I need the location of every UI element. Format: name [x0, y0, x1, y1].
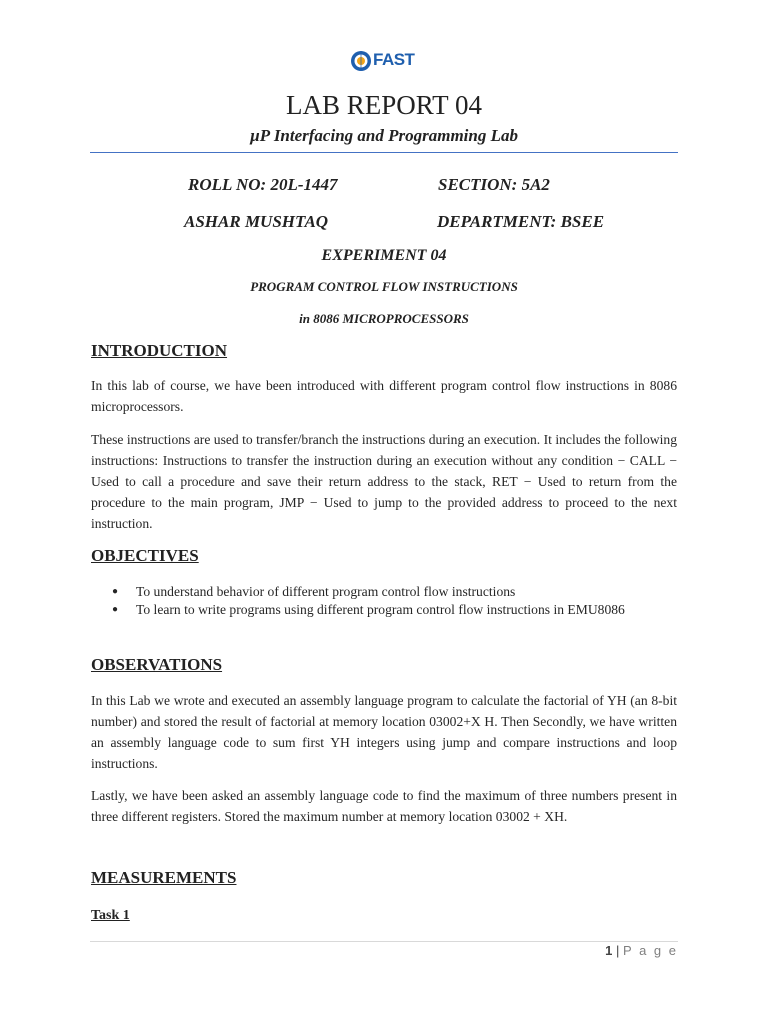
measurements-heading: MEASUREMENTS	[91, 868, 237, 887]
introduction-paragraph-1: In this lab of course, we have been introduced with different program control flow instructions in 8086 microprocessors.	[91, 378, 677, 414]
introduction-paragraph-2: These instructions are used to transfer/branch the instructions during an execution. It includes the following instructions: Instructions to transfer the instruction during an execution without any condition − CALL − Used to call a procedure and save their return address to the stack, RET − Used to return from the procedure to the main program, JMP − Used to jump to the provided address to proceed to the next instruction.	[91, 432, 677, 531]
title-divider	[90, 152, 678, 153]
introduction-heading: INTRODUCTION	[91, 341, 228, 360]
task-1-heading: Task 1	[91, 908, 130, 923]
page-footer	[605, 943, 678, 958]
objective-text: To learn to write programs using different program control flow instructions in EMU8086	[136, 602, 625, 617]
section: SECTION: 5A2	[438, 175, 550, 194]
bullet-icon: ●	[112, 604, 119, 615]
experiment-label: EXPERIMENT 04	[321, 247, 447, 264]
page-number: 1	[605, 943, 613, 958]
observations-paragraph-1: In this Lab we wrote and executed an assembly language program to calculate the factorial of YH (an 8-bit number) and stored the result of factorial at memory location 03002+X H. Then Secondly, we have written an assembly language code to sum first YH integers using jump and compare instructions and loop instructions.	[91, 693, 677, 771]
observations-paragraph-2: Lastly, we have been asked an assembly language code to find the maximum of three numbers present in three different registers. Stored the maximum number at memory location 03002 + XH.	[91, 788, 677, 824]
experiment-title-line2: in 8086 MICROPROCESSORS	[299, 311, 469, 326]
objectives-list	[112, 583, 677, 619]
page-label: P a g e	[623, 943, 678, 958]
observations-heading: OBSERVATIONS	[91, 655, 223, 674]
roll-number: ROLL NO: 20L-1447	[188, 175, 338, 194]
list-item	[112, 583, 677, 601]
report-title: LAB REPORT 04	[286, 90, 482, 120]
objectives-heading: OBJECTIVES	[91, 546, 199, 565]
student-name: ASHAR MUSHTAQ	[184, 212, 329, 231]
footer-divider	[90, 941, 678, 942]
report-subtitle: µP Interfacing and Programming Lab	[250, 126, 518, 145]
logo-text: FAST	[373, 50, 415, 69]
fast-logo	[349, 47, 419, 75]
page-separator: |	[616, 943, 620, 958]
fast-logo-icon	[350, 50, 372, 72]
objective-text: To understand behavior of different program control flow instructions	[136, 584, 516, 599]
list-item	[112, 601, 677, 619]
bullet-icon: ●	[112, 586, 119, 597]
experiment-title-line1: PROGRAM CONTROL FLOW INSTRUCTIONS	[250, 279, 518, 294]
department: DEPARTMENT: BSEE	[437, 212, 605, 231]
